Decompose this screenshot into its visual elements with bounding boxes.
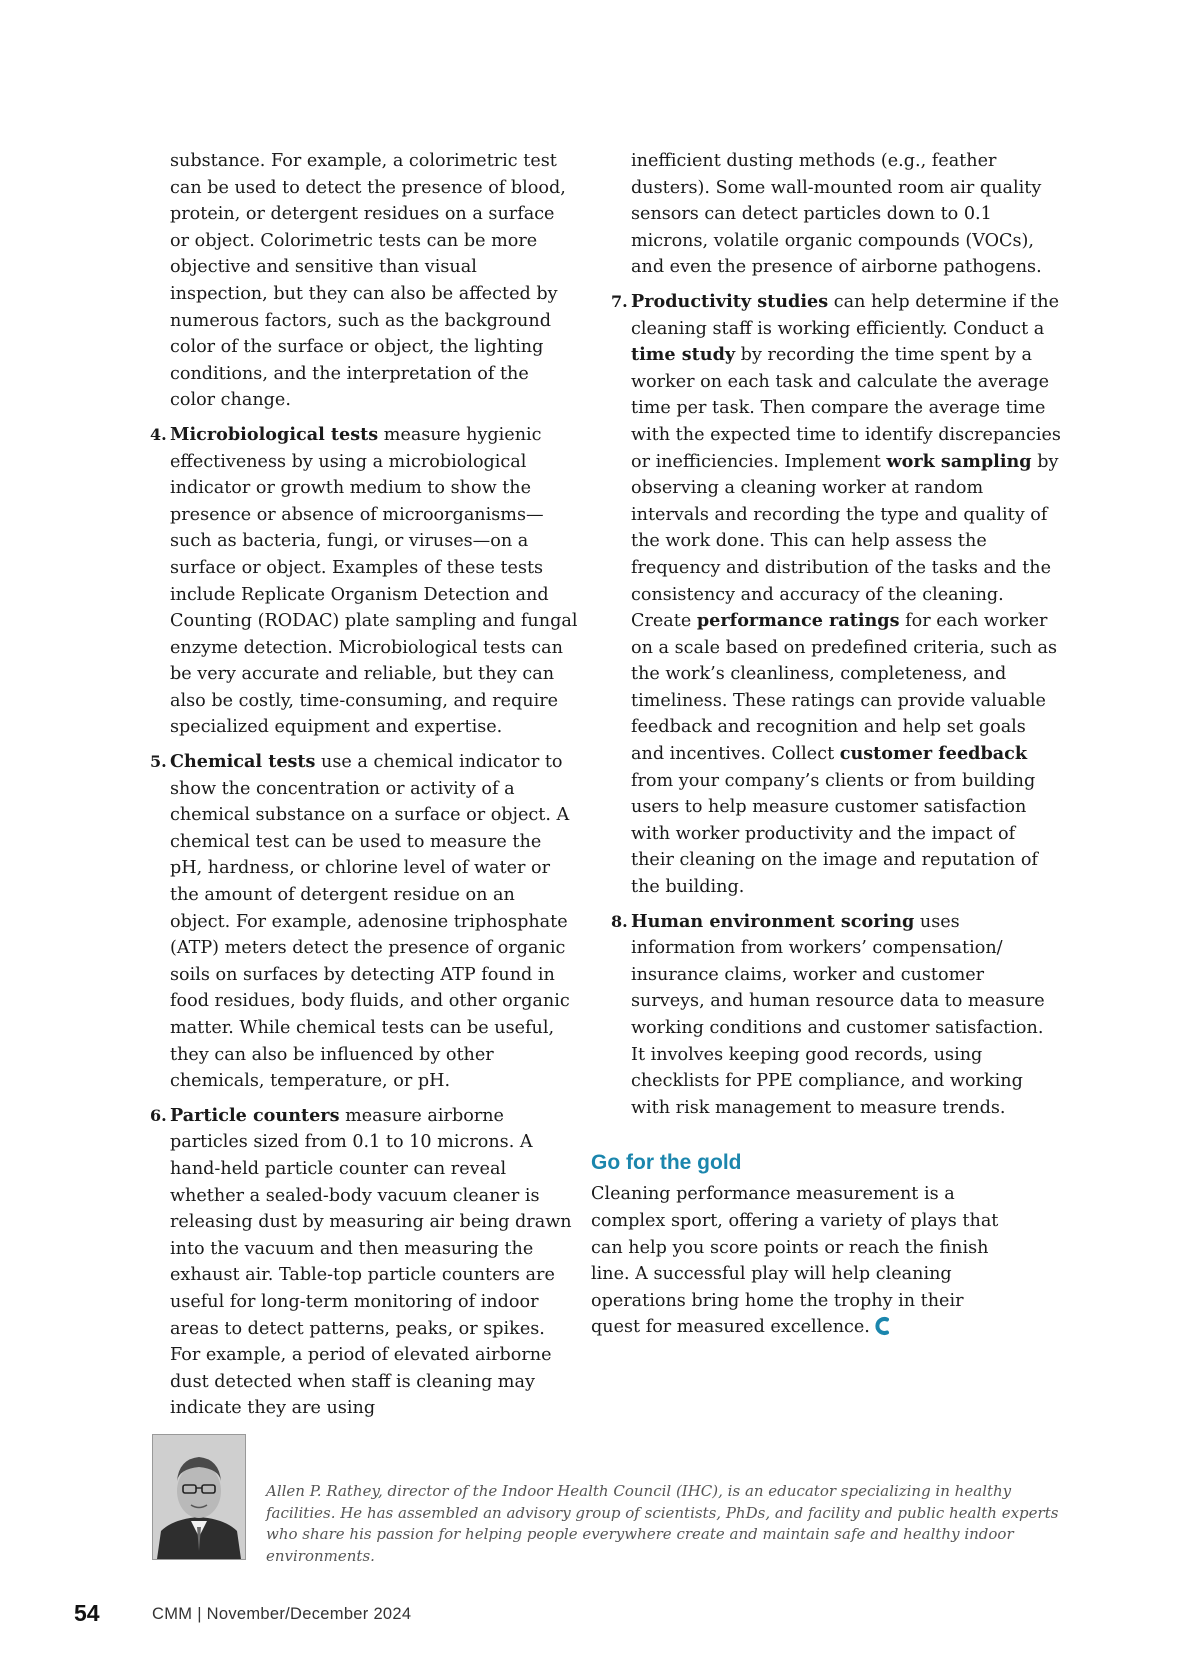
page-number: 54 [74,1600,100,1626]
item-number: 4. [150,424,167,444]
item-term: Productivity studies [631,290,829,312]
list-item-7 [609,289,1061,901]
item-term: customer feedback [839,743,1028,765]
item-term: Particle counters [170,1104,340,1126]
end-mark-icon [874,1316,890,1336]
item-text: uses information from workers’ compensation/ insurance claims, worker and customer surveys, and human resource data to measure working conditions and customer satisfaction. It involves keeping good records, using checklists for PPE compliance, and working with risk management to measure trends. [631,911,1045,1118]
left-column [150,148,578,1430]
item-term: Chemical tests [170,751,316,773]
item-text: for each worker on a scale based on predefined criteria, such as the work’s cleanliness, completeness, and timeliness. These ratings can provide valuable feedback and recognition and help set goals and incentives. Collect [631,611,1057,765]
section-heading: Go for the gold [591,1151,742,1175]
right-column [591,148,1061,1349]
author-bio: Allen P. Rathey, director of the Indoor Health Council (IHC), is an educator specializing in healthy facilities. He has assembled an advisory group of scientists, PhDs, and facility and public health experts who share his passion for helping people everywhere create and maintain safe and healthy indoor environments. [266,1482,1059,1565]
item-text: use a chemical indicator to show the concentration or activity of a chemical substance on a surface or object. A chemical test can be used to measure the pH, hardness, or chlorine level of water or the amount of detergent residue on an object. For example, adenosine triphosphate (ATP) meters detect the presence of organic soils on surfaces by detecting ATP found in food residues, body fluids, and other organic matter. While chemical tests can be useful, they can also be influenced by other chemicals, temperature, or pH. [170,752,570,1092]
item-number: 5. [150,752,167,772]
item-term: performance ratings [696,610,900,632]
list-item-6 [148,1103,578,1422]
author-photo [152,1434,246,1560]
item-number: 6. [150,1105,167,1125]
list-item-4 [148,422,578,741]
item-text: measure airborne particles sized from 0.1 to 10 microns. A hand-held particle counter can reveal whether a sealed-body vacuum cleaner is releasing dust by measuring air being drawn into the vacuum and then measuring the exhaust air. Table-top particle counters are useful for long-term monitoring of indoor areas to detect patterns, peaks, or spikes. For example, a period of elevated airborne dust detected when staff is cleaning may indicate they are using [170,1105,572,1419]
author-portrait-icon [153,1435,245,1559]
item-number: 8. [611,911,628,931]
issue-label: CMM | November/December 2024 [152,1605,412,1623]
item-term: time study [631,344,736,366]
list-item-8 [609,909,1061,1122]
list-item-5 [148,749,578,1095]
item-number: 7. [611,291,628,311]
item-term: work sampling [886,450,1032,472]
closing-text: Cleaning performance measurement is a complex sport, offering a variety of plays that can help you score points or reach the finish line. A successful play will help cleaning operations bring home the trophy in their quest for measured excellence. [591,1184,999,1338]
item-text: can help determine if the cleaning staff is working efficiently. Conduct a [631,291,1059,339]
intro-paragraph: substance. For example, a colorimetric test can be used to detect the presence of blood, protein, or detergent residues on a surface or object. Colorimetric tests can be more objective and sensitive than visual inspection, but they can also be affected by numerous factors, such as the background color of the surface or object, the lighting conditions, and the interpretation of the color change. [170,151,566,411]
continued-paragraph: inefficient dusting methods (e.g., feather dusters). Some wall-mounted room air quality sensors can detect particles down to 0.1 microns, volatile organic compounds (VOCs), and even the presence of airborne pathogens. [631,151,1042,278]
item-text: by recording the time spent by a worker on each task and calculate the average time per task. Then compare the average time with the expected time to identify discrepancies or inefficiencies. Implement [631,345,1061,472]
item-term: Microbiological tests [170,423,379,445]
closing-paragraph [591,1181,1011,1341]
item-text: measure hygienic effectiveness by using a microbiological indicator or growth medium to show the presence or absence of microorganisms—such as bacteria, fungi, or viruses—on a surface or object. Examples of these tests include Replicate Organism Detection and Counting (RODAC) plate sampling and fungal enzyme detection. Microbiological tests can be very accurate and reliable, but they can also be costly, time-consuming, and require specialized equipment and expertise. [170,424,578,738]
item-text: by observing a cleaning worker at random intervals and recording the type and quality of the work done. This can help assess the frequency and distribution of the tasks and the consistency and accuracy of the cleaning. Create [631,451,1059,632]
item-text: from your company’s clients or from building users to help measure customer satisfaction with worker productivity and the impact of their cleaning on the image and reputation of the building. [631,770,1038,898]
item-term: Human environment scoring [631,910,915,932]
